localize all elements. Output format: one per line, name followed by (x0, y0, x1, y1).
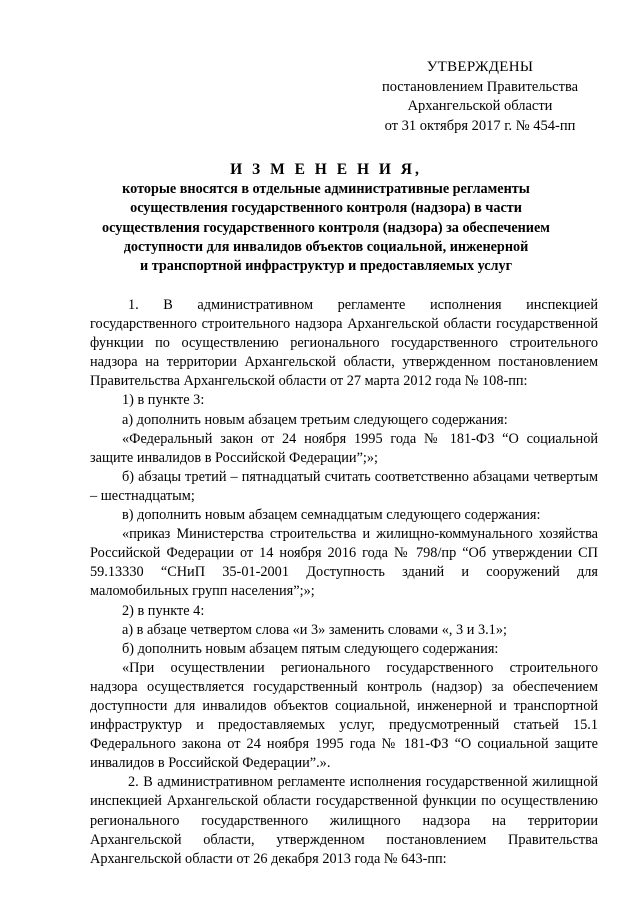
heading-subtitle-line: доступности для инвалидов объектов социальной, инженерной (123, 238, 529, 255)
subpoint: 1) в пункте 3: (122, 392, 205, 409)
approval-date: от 31 октября 2017 г. № 454-пп (384, 117, 576, 134)
quoted-text: «приказ Министерства строительства и жилищно-коммунального хозяйства Российской Федерации от 14 ноября 2016 года № 798/пр “Об утверждении СП 59.13330 “СНиП 35-01-2001 Доступность зданий и сооружений для маломобильных групп населения”;»; (90, 526, 598, 600)
paragraph-item-1: 1. В административном регламенте исполнения инспекцией государственного строительного надзора Архангельской области государственной функции по осуществлению регионального государственного строительного надзора на территории Архангельской области, утвержденном постановлением Правительства Архангельской области от 27 марта 2012 года № 108-пп: (90, 297, 598, 390)
document-body (90, 296, 598, 869)
document-heading (92, 160, 560, 276)
subpoint: в) дополнить новым абзацем семнадцатым следующего содержания: (122, 507, 541, 524)
quoted-text: «Федеральный закон от 24 ноября 1995 года № 181-ФЗ “О социальной защите инвалидов в Российской Федерации”;»; (90, 430, 598, 466)
heading-subtitle-line: и транспортной инфраструктур и предоставляемых услуг (139, 258, 513, 275)
approval-line: Архангельской области (407, 98, 553, 114)
subpoint: 2) в пункте 4: (122, 602, 205, 619)
heading-subtitle-line: осуществления государственного контроля (надзора) за обеспечением (102, 219, 550, 236)
subpoint: б) дополнить новым абзацем пятым следующего содержания: (122, 640, 499, 657)
approval-line: постановлением Правительства (381, 78, 579, 95)
paragraph-item-2: 2. В административном регламенте исполнения государственной жилищной инспекцией Архангельской области государственной функции по осуществлению регионального государственного жилищного надзора на территории Архангельской области, утвержденном постановлением Правительства Архангельской области от 26 декабря 2013 года № 643-пп: (90, 774, 598, 867)
heading-title: И З М Е Н Е Н И Я, (230, 161, 422, 178)
heading-subtitle-line: осуществления государственного контроля (надзора) в части (130, 200, 522, 217)
subpoint: а) дополнить новым абзацем третьим следующего содержания: (122, 411, 508, 428)
subpoint: а) в абзаце четвертом слова «и 3» заменить словами «, 3 и 3.1»; (122, 621, 507, 638)
approval-stamp (360, 58, 600, 136)
subpoint: б) абзацы третий – пятнадцатый считать соответственно абзацами четвертым – шестнадцатым; (90, 468, 598, 504)
approval-title: УТВЕРЖДЕНЫ (426, 59, 534, 75)
heading-subtitle-line: которые вносятся в отдельные административные регламенты (122, 181, 530, 197)
quoted-text: «При осуществлении регионального государственного строительного надзора осуществляется государственный контроль (надзор) за обеспечением доступности для инвалидов объектов социальной, инженерной и транспортной инфраструктур и предоставляемых услуг, предусмотренный статьей 15.1 Федерального закона от 24 ноября 1995 года № 181-ФЗ “О социальной защите инвалидов в Российской Федерации”.». (90, 659, 598, 772)
